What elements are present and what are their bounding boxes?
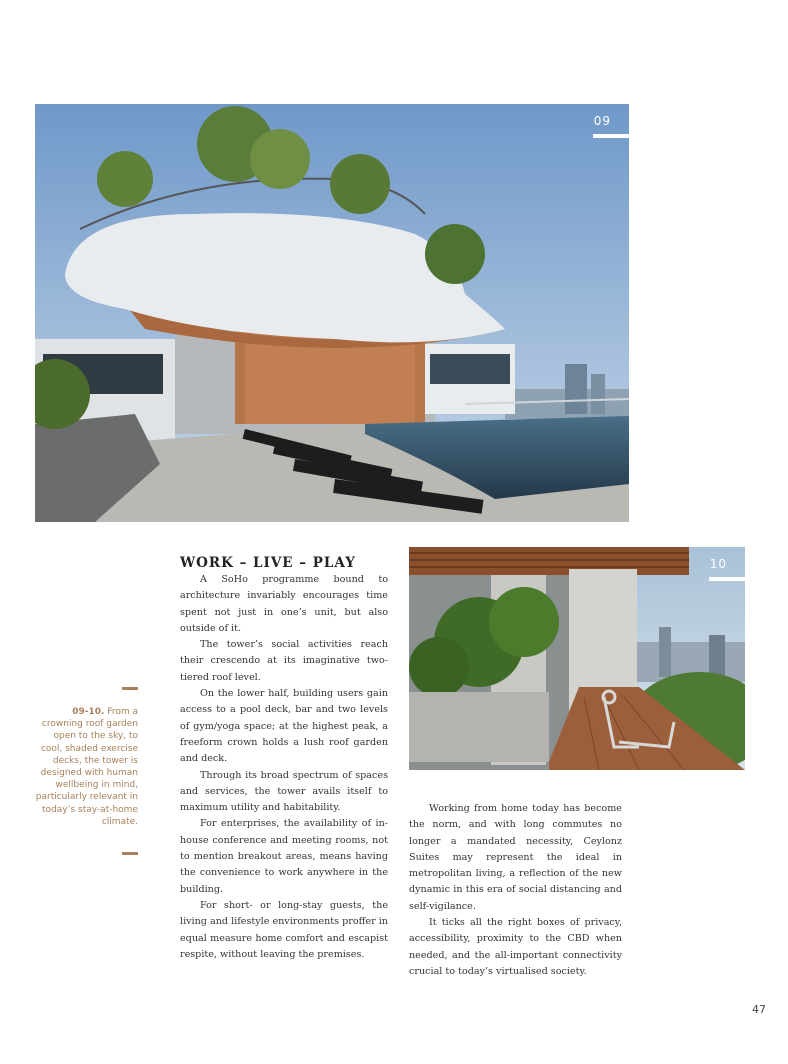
photo-gym-deck (409, 547, 745, 770)
paragraph: The tower’s social activities reach their crescendo at its imaginative two-tiered roof level. (180, 639, 388, 683)
photo-number-bar (593, 134, 629, 138)
page-number: 47 (752, 1003, 766, 1016)
gym-deck-illustration (409, 547, 745, 770)
caption-rule-top (122, 687, 138, 690)
paragraph: On the lower half, building users gain access to a pool deck, bar and two levels of gym/yoga space; at the highest peak, a freeform crown holds a lush roof garden and deck. (180, 688, 388, 765)
caption-rule-bottom (122, 852, 138, 855)
paragraph: For enterprises, the availability of in-house conference and meeting rooms, not to mention breakout areas, means having the convenience to work anywhere in the building. (180, 818, 388, 895)
paragraph: Through its broad spectrum of spaces and services, the tower avails itself to maximum utility and habitability. (180, 769, 388, 814)
caption-text: From a crowning roof garden open to the sky, to cool, shaded exercise decks, the tower is designed with human wellbeing in mind, particularly relevant in today’s stay-at-home climate. (35, 707, 138, 827)
rooftop-pool-illustration (35, 104, 629, 522)
photo-number-10: 10 (709, 557, 727, 571)
caption-label: 09-10. (72, 707, 105, 717)
photo-caption (30, 706, 138, 828)
article-column-right (409, 801, 622, 980)
paragraph: It ticks all the right boxes of privacy, accessibility, proximity to the CBD when needed, and the all-important connectivity crucial to today’s virtualised society. (409, 917, 622, 977)
paragraph: For short- or long-stay guests, the living and lifestyle environments proffer in equal measure home comfort and escapist respite, without leaving the premises. (180, 899, 388, 960)
section-heading: WORK – LIVE – PLAY (180, 555, 356, 571)
article-column-left (180, 572, 388, 963)
paragraph: Working from home today has become the norm, and with long commutes no longer a mandated necessity, Ceylonz Suites may represent the ideal in metropolitan living, a reflection of the new dynamic in this era of social distancing and self-vigilance. (409, 803, 622, 912)
paragraph: A SoHo programme bound to architecture invariably encourages time spent not just in one’s unit, but also outside of it. (180, 574, 388, 634)
photo-number-bar (709, 577, 745, 581)
photo-rooftop-pool-deck (35, 104, 629, 522)
photo-number-09: 09 (593, 114, 611, 128)
